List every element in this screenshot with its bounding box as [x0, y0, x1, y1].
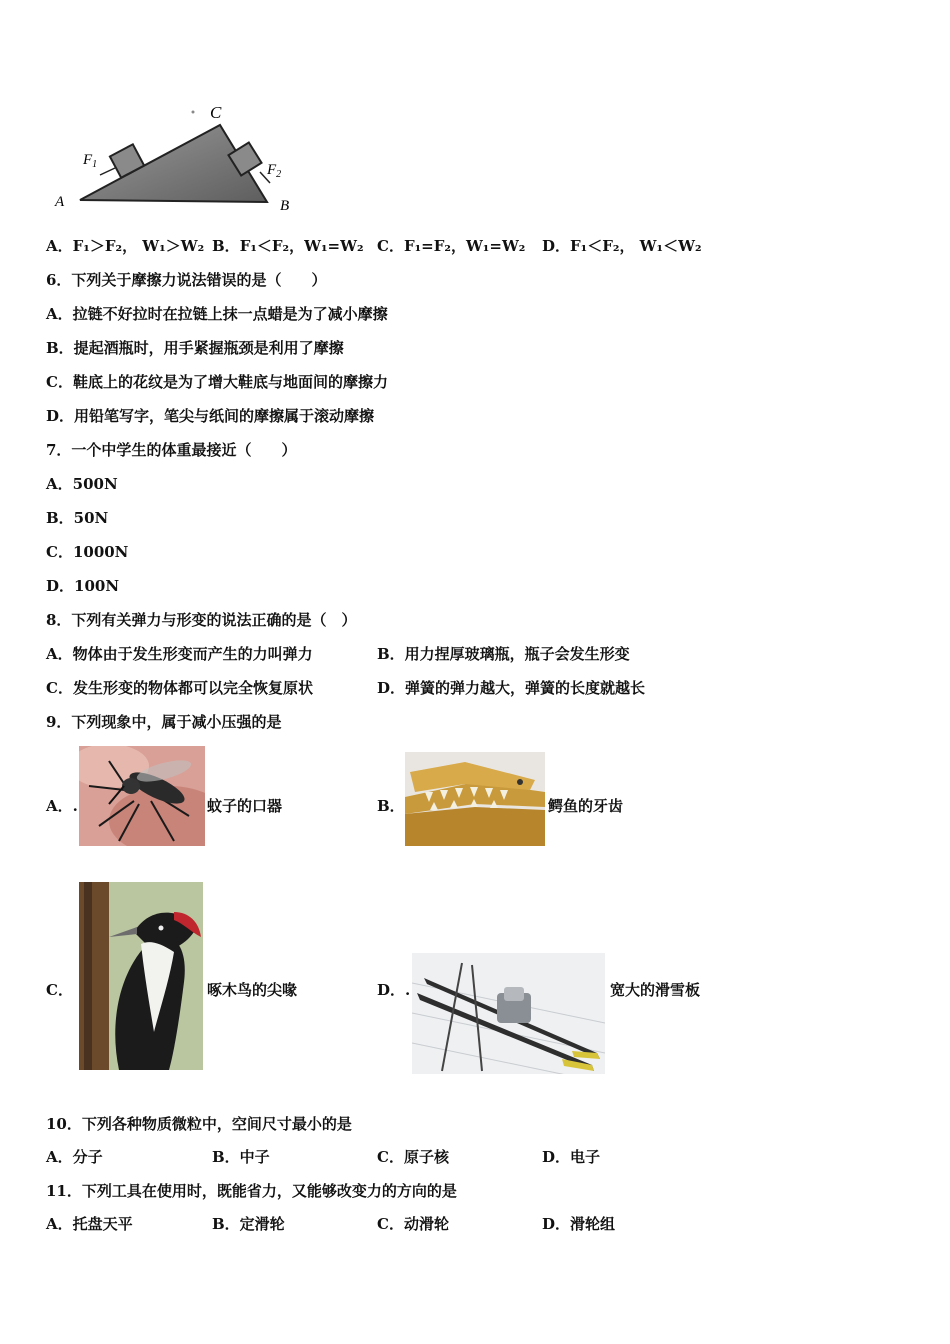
crocodile-image [405, 752, 545, 846]
q9-option-d-caption: 宽大的滑雪板 [610, 981, 701, 999]
label-c: C [210, 103, 222, 122]
label-f1: $F_1$ [83, 152, 98, 170]
arrow-f1 [100, 168, 115, 175]
q9-option-a-letter[interactable]: A．. [46, 797, 78, 815]
q6-stem: 6．下列关于摩擦力说法错误的是（ ） [46, 271, 327, 289]
q7-option-b[interactable]: B．50N [46, 509, 109, 527]
q9-stem: 9．下列现象中，属于减小压强的是 [46, 713, 282, 731]
q11-option-a[interactable]: A．托盘天平 [46, 1215, 133, 1233]
label-a: A [55, 194, 65, 210]
q10-option-c[interactable]: C．原子核 [377, 1148, 449, 1166]
label-b: B [280, 198, 290, 214]
q9-option-c-caption: 啄木鸟的尖喙 [207, 981, 298, 999]
incline-figure [52, 100, 302, 215]
q5-option-a[interactable]: A．F₁＞F₂， W₁＞W₂ [46, 237, 205, 255]
label-f2: $F_2$ [267, 162, 282, 180]
q10-option-a[interactable]: A．分子 [46, 1148, 103, 1166]
q5-option-b[interactable]: B．F₁＜F₂，W₁=W₂ [212, 237, 364, 255]
q5-option-d[interactable]: D．F₁＜F₂， W₁＜W₂ [542, 237, 702, 255]
q11-option-c[interactable]: C．动滑轮 [377, 1215, 449, 1233]
q7-stem: 7．一个中学生的体重最接近（ ） [46, 441, 297, 459]
q10-stem: 10．下列各种物质微粒中，空间尺寸最小的是 [46, 1115, 352, 1133]
ski-board-image [412, 953, 605, 1074]
mosquito-image [79, 746, 205, 846]
q6-option-c[interactable]: C．鞋底上的花纹是为了增大鞋底与地面间的摩擦力 [46, 373, 388, 391]
q9-option-d-letter[interactable]: D．. [377, 981, 411, 999]
q6-option-b[interactable]: B．提起酒瓶时，用手紧握瓶颈是利用了摩擦 [46, 339, 344, 357]
q8-option-b[interactable]: B．用力捏厚玻璃瓶，瓶子会发生形变 [377, 645, 630, 663]
q5-option-c[interactable]: C．F₁=F₂，W₁=W₂ [377, 237, 526, 255]
q8-stem: 8．下列有关弹力与形变的说法正确的是（ ） [46, 611, 357, 629]
q9-option-a-caption: 蚊子的口器 [207, 797, 283, 815]
q8-option-d[interactable]: D．弹簧的弹力越大，弹簧的长度就越长 [377, 679, 646, 697]
q11-option-b[interactable]: B．定滑轮 [212, 1215, 285, 1233]
q6-option-a[interactable]: A．拉链不好拉时在拉链上抹一点蜡是为了减小摩擦 [46, 305, 388, 323]
q9-option-c-letter[interactable]: C． [46, 981, 73, 999]
q10-option-d[interactable]: D．电子 [542, 1148, 601, 1166]
q6-option-d[interactable]: D．用铅笔写字，笔尖与纸间的摩擦属于滚动摩擦 [46, 407, 375, 425]
q11-stem: 11．下列工具在使用时，既能省力，又能够改变力的方向的是 [46, 1182, 457, 1200]
woodpecker-image [79, 882, 203, 1070]
q7-option-c[interactable]: C．1000N [46, 543, 129, 561]
q8-option-a[interactable]: A．物体由于发生形变而产生的力叫弹力 [46, 645, 313, 663]
q10-option-b[interactable]: B．中子 [212, 1148, 270, 1166]
q7-option-a[interactable]: A．500N [46, 475, 118, 493]
q11-option-d[interactable]: D．滑轮组 [542, 1215, 616, 1233]
q8-option-c[interactable]: C．发生形变的物体都可以完全恢复原状 [46, 679, 313, 697]
q9-option-b-caption: 鳄鱼的牙齿 [548, 797, 624, 815]
q9-option-b-letter[interactable]: B． [377, 797, 405, 815]
q7-option-d[interactable]: D．100N [46, 577, 120, 595]
